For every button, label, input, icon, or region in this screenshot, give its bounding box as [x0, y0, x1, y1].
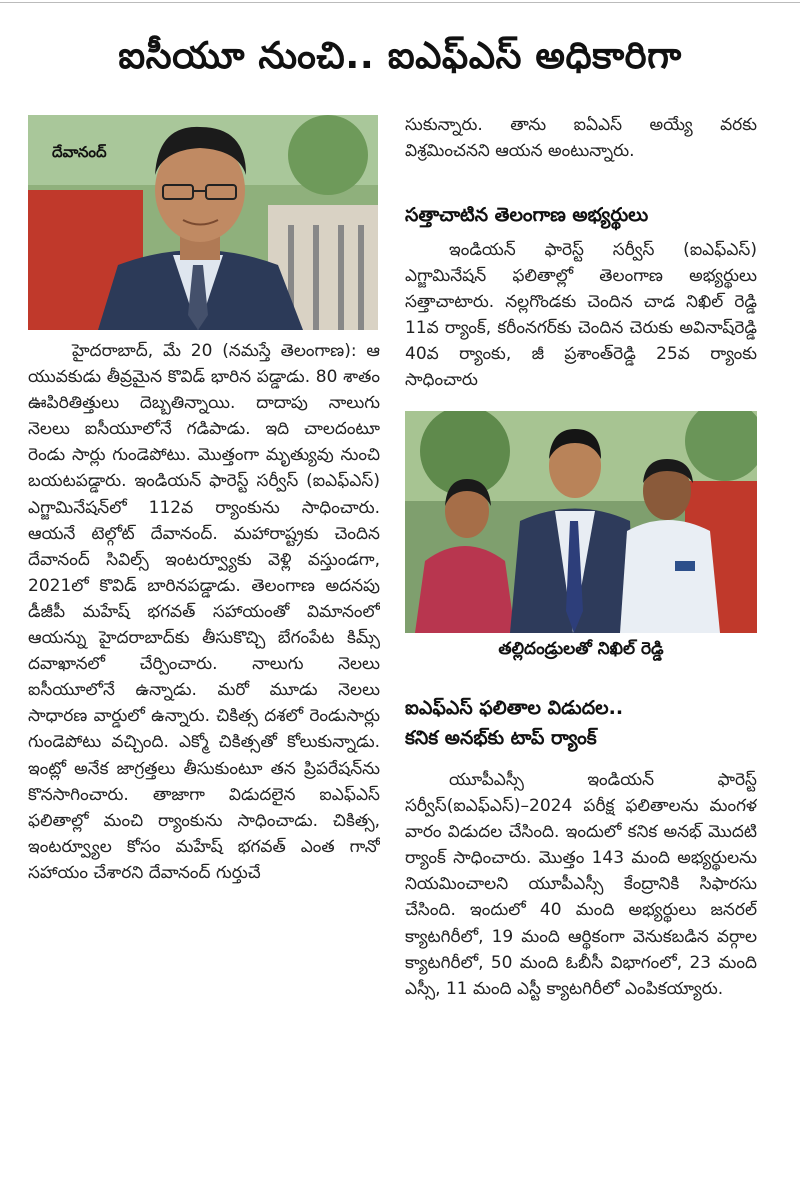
story1-body — [28, 338, 380, 1158]
right-column — [405, 112, 757, 1087]
nikhil-family-photo — [405, 411, 757, 633]
story3-subhead-line1: ఐఎఫ్ఎస్ ఫలితాల విడుదల.. — [405, 697, 624, 719]
nikhil-family-image — [405, 411, 757, 633]
story3-paragraph: యూపీఎస్సీ ఇండియన్ ఫారెస్ట్ సర్వీస్(ఐఎఫ్ఎస్)–2024 పరీక్ష ఫలితాలను మంగళ వారం విడుదల చేసింది. ఇందులో కనిక అనభ్ మొదటి ర్యాంక్ సాధించారు. మొత్తం 143 మంది అభ్యర్థులను నియమించాలని యూపీఎస్సీ కేంద్రానికి సిఫారసు చేసింది. ఇందులో 40 మంది అభ్యర్థులు జనరల్ క్యాటగిరీలో, 19 మంది ఆర్థికంగా వెనుకబడిన వర్గాల క్యాటగిరీలో, 50 మంది ఓబీసీ విభాగంలో, 23 మంది ఎస్సీ, 11 మంది ఎస్టీ క్యాటగిరీలో ఎంపికయ్యారు. — [405, 770, 757, 999]
story2-body — [405, 237, 757, 397]
devanand-photo — [28, 115, 378, 330]
story2-subhead: సత్తాచాటిన తెలంగాణ అభ్యర్థులు — [405, 204, 649, 226]
story2-paragraph: ఇండియన్ ఫారెస్ట్ సర్వీస్ (ఐఎఫ్ఎస్) ఎగ్జామినేషన్ ఫలితాల్లో తెలంగాణ అభ్యర్థులు సత్తాచాటారు. నల్లగొండకు చెందిన చాడ నిఖిల్ రెడ్డి 11వ ర్యాంక్, కరీంనగర్‌కు చెందిన చెరుకు అవినాష్‌రెడ్డి 40వ ర్యాంకు, జీ ప్రశాంత్‌రెడ్డి 25వ ర్యాంకు సాధించారు — [405, 240, 757, 391]
story1-continuation-block — [405, 112, 757, 168]
headline: ఐసీయూ నుంచి.. ఐఎఫ్ఎస్ అధికారిగా — [118, 34, 682, 77]
story1-continuation: సుకున్నారు. తాను ఐఏఎస్ అయ్యే వరకు విశ్రమించనని ఆయన అంటున్నారు. — [405, 115, 757, 162]
top-rule — [0, 2, 800, 3]
story3-body — [405, 767, 757, 1087]
photo-name-label: దేవానంద్ — [52, 143, 107, 161]
photo-caption: తల్లిదండ్రులతో నిఖిల్ రెడ్డి — [498, 639, 664, 659]
left-column — [28, 115, 380, 1158]
story3-subhead-line2: కనిక అనభ్‌కు టాప్ ర్యాంక్ — [405, 727, 597, 749]
story1-paragraph: హైదరాబాద్, మే 20 (నమస్తే తెలంగాణ): ఆ యువకుడు తీవ్రమైన కొవిడ్ భారిన పడ్డాడు. 80 శాతం ఊపిరితిత్తులు దెబ్బతిన్నాయి. దాదాపు నాలుగు నెలలు ఐసీయూలోనే గడిపాడు. ఇది చాలదంటూ రెండు సార్లు గుండెపోటు. మొత్తంగా మృత్యువు నుంచి బయటపడ్డారు. ఇండియన్ ఫారెస్ట్ సర్వీస్ (ఐఎఫ్ఎస్) ఎగ్జామినేషన్‌లో 112వ ర్యాంకును సాధించారు. ఆయనే టెల్గోట్ దేవానంద్. మహారాష్ట్రకు చెందిన దేవానంద్ సివిల్స్ ఇంటర్వ్యూకు వెళ్లి వస్తుండగా, 2021లో కొవిడ్ బారినపడ్డాడు. తెలంగాణ అదనపు డీజీపీ మహేష్ భగవత్ సహాయంతో విమానంలో ఆయన్ను హైదరాబాద్‌కు తీసుకొచ్చి బేగంపేట కిమ్స్ దవాఖానలో చేర్పించారు. నాలుగు నెలలు ఐసీయూలోనే ఉన్నాడు. మరో మూడు నెలలు సాధారణ వార్డులో ఉన్నారు. చికిత్స దశలో రెండుసార్లు గుండెపోటు వచ్చింది. ఎక్మో చికిత్సతో కోలుకున్నాడు. ఇంట్లో అనేక జాగ్రత్తలు తీసుకుంటూ తన ప్రిపరేషన్‌ను కొనసాగించారు. తాజాగా విడుదలైన ఐఎఫ్ఎస్ ఫలితాల్లో మంచి ర్యాంకును సాధించాడు. చికిత్స, ఇంటర్వ్యూల కోసం మహేష్ భగవత్ ఎంత గానో సహాయం చేశారని దేవానంద్ గుర్తుచే — [28, 341, 380, 883]
